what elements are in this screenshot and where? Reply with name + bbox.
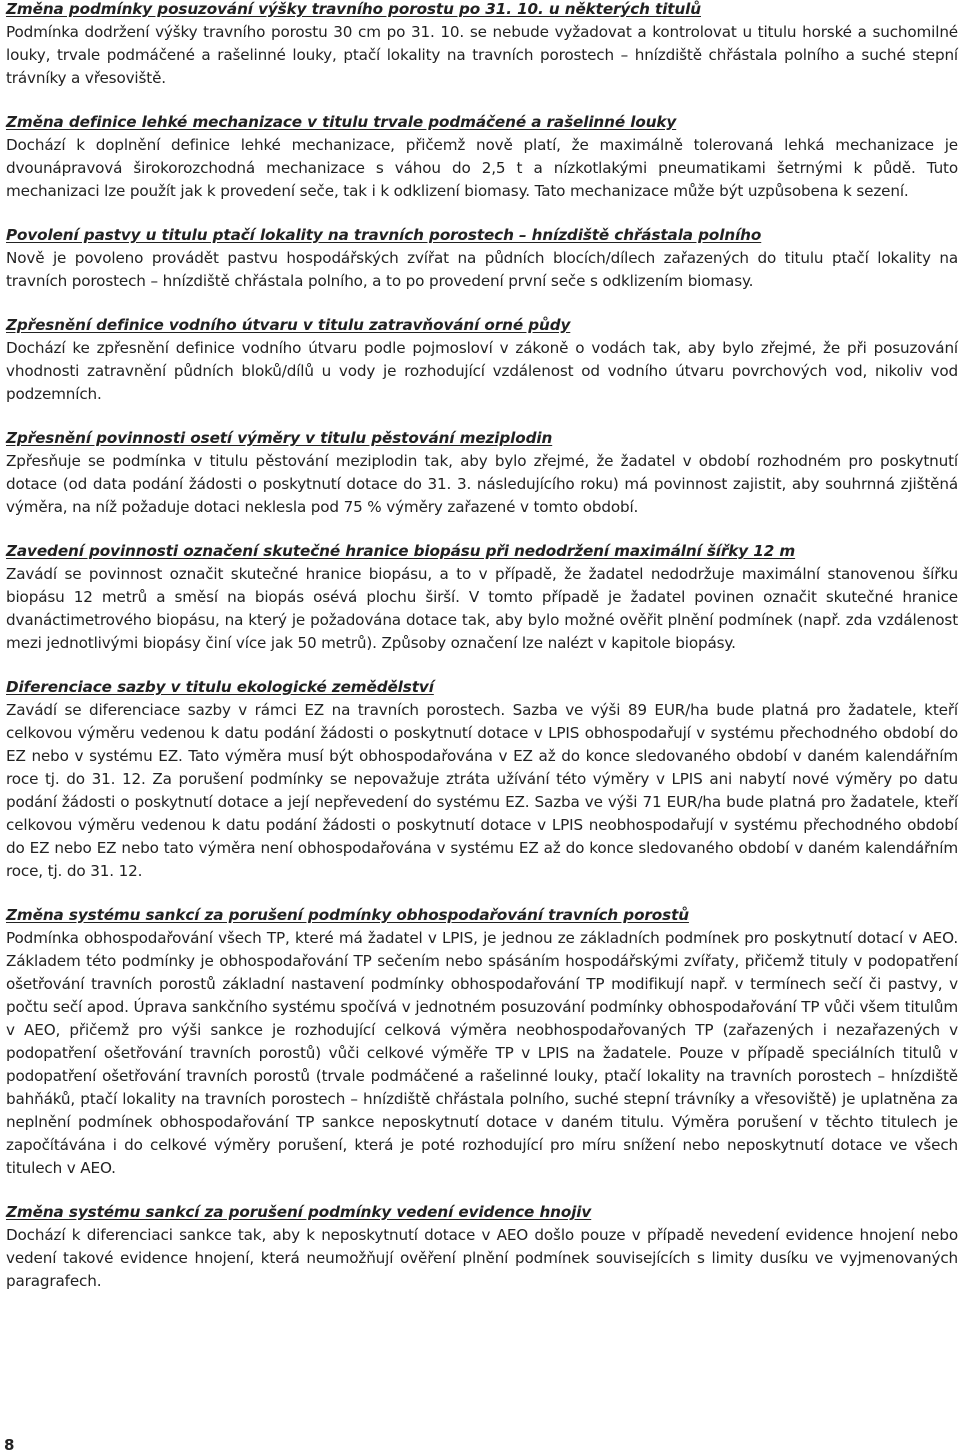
section-body: Podmínka dodržení výšky travního porostu 30 cm po 31. 10. se nebude vyžadovat a kontrolovat u titulu horské a suchomilné louky, trvale podmáčené a rašelinné louky, ptačí lokality na travních porostech – hnízdiště chřástala polního a suché stepní trávníky a vřesoviště. (6, 23, 958, 87)
section-body: Zavádí se diferenciace sazby v rámci EZ na travních porostech. Sazba ve výši 89 EUR/ha bude platná pro žadatele, kteří celkovou výměru vedenou k datu podání žádosti o poskytnutí dotace v LPIS obhospodařují v systému přechodného období do EZ nebo v systému EZ. Tato výměra musí být obhospodařována v EZ až do konce sledovaného období v daném kalendářním roce tj. do 31. 12. Za porušení podmínky se nepovažuje ztráta užívání této výměry v LPIS ani nabytí nové výměry po datu podání žádosti o poskytnutí dotace a její nepřevedení do systému EZ. Sazba ve výši 71 EUR/ha bude platná pro žadatele, kteří celkovou výměru vedenou k datu podání žádosti o poskytnutí dotace v LPIS neobhospodařují v systému přechodného období do EZ nebo EZ nebo tato výměra není obhospodařována v systému EZ až do konce sledovaného období v daném kalendářním roce, tj. do 31. 12. (6, 701, 958, 880)
section-title: Změna systému sankcí za porušení podmínky vedení evidence hnojiv (6, 1203, 592, 1221)
section-title: Diferenciace sazby v titulu ekologické zemědělství (6, 678, 434, 696)
section-catch-crops (6, 427, 958, 519)
section-grazing-permission (6, 224, 958, 293)
section-grassland-sanctions (6, 904, 958, 1180)
section-title: Změna systému sankcí za porušení podmínky obhospodařování travních porostů (6, 906, 689, 924)
section-water-body-definition (6, 314, 958, 406)
section-body: Podmínka obhospodařování všech TP, které má žadatel v LPIS, je jednou ze základních podmínek pro poskytnutí dotací v AEO. Základem této podmínky je obhospodařování TP sečením nebo spásáním hospodářskými zvířaty, přičemž tituly v podopatření ošetřování travních porostů základní nastavení podmínky obhospodařování TP modifikují např. v termínech sečí či pastvy, v počtu sečí apod. Úprava sankčního systému spočívá v jednotném posuzování podmínky obhospodařování TP vůči všem titulům v AEO, přičemž pro výši sankce je rozhodující celková výměra neobhospodařovaných TP (zařazených i nezařazených v podopatření ošetřování travních porostů) vůči celkové výměře TP v LPIS na žadatele. Pouze v případě speciálních titulů v podopatření ošetřování travních porostů (trvale podmáčené a rašelinné louky, ptačí lokality na travních porostech – hnízdiště bahňáků, ptačí lokality na travních porostech – hnízdiště chřástala polního, suché stepní trávníky a vřesoviště) je uplatněna za neplnění podmínek obhospodařování TP sankce neposkytnutí dotace v daném titulu. Výměra porušení v těchto titulech je započítávána i do celkové výměry porušení, která je poté rozhodující pro míru snížení nebo neposkytnutí dotace ve všech titulech v AEO. (6, 929, 958, 1177)
section-height-condition (6, 0, 958, 90)
section-body: Nově je povoleno provádět pastvu hospodářských zvířat na půdních blocích/dílech zařazených do titulu ptačí lokality na travních porostech – hnízdiště chřástala polního, a to po provedení první seče s odklizením biomasy. (6, 249, 958, 290)
section-title: Změna podmínky posuzování výšky travního porostu po 31. 10. u některých titulů (6, 0, 701, 18)
section-light-mechanization (6, 111, 958, 203)
section-body: Zpřesňuje se podmínka v titulu pěstování meziplodin tak, aby bylo zřejmé, že žadatel v období rozhodném pro poskytnutí dotace (od data podání žádosti o poskytnutí dotace do 31. 3. následujícího roku) má povinnost zajistit, aby souhrnná zjištěná výměra, na níž požaduje dotaci neklesla pod 75 % výměry zařazené v tomto období. (6, 452, 958, 516)
section-body: Dochází ke zpřesnění definice vodního útvaru podle pojmosloví v zákoně o vodách tak, aby bylo zřejmé, že při posuzování vhodnosti zatravnění půdních bloků/dílů u vody je rozhodující vzdálenost od vodního útvaru povrchových vod, nikoliv vod podzemních. (6, 339, 958, 403)
section-fertilizer-sanctions (6, 1201, 958, 1293)
section-title: Zavedení povinnosti označení skutečné hranice biopásu při nedodržení maximální šířky 12 m (6, 542, 796, 560)
document-page (6, 0, 958, 1314)
section-title: Povolení pastvy u titulu ptačí lokality na travních porostech – hnízdiště chřástala polního (6, 226, 762, 244)
section-biostrip-boundary (6, 540, 958, 655)
section-body: Dochází k diferenciaci sankce tak, aby k neposkytnutí dotace v AEO došlo pouze v případě nevedení evidence hnojení nebo vedení takové evidence hnojení, která neumožňují ověření plnění podmínek souvisejících s limity dusíku ve vyjmenovaných paragrafech. (6, 1226, 958, 1290)
section-body: Zavádí se povinnost označit skutečné hranice biopásu, a to v případě, že žadatel nedodržuje maximální stanovenou šířku biopásu 12 metrů a směsí na biopás osévá plochu širší. V tomto případě je žadatel povinen označit skutečné hranice dvanáctimetrového biopásu, na který je požadována dotace tak, aby bylo možné ověřit plnění podmínek (např. zda vzdálenost mezi jednotlivými biopásy činí více jak 50 metrů). Způsoby označení lze nalézt v kapitole biopásy. (6, 565, 958, 652)
section-title: Změna definice lehké mechanizace v titulu trvale podmáčené a rašelinné louky (6, 113, 677, 131)
section-organic-rate (6, 676, 958, 883)
section-title: Zpřesnění povinnosti osetí výměry v titulu pěstování meziplodin (6, 429, 553, 447)
section-title: Zpřesnění definice vodního útvaru v titulu zatravňování orné půdy (6, 316, 571, 334)
page-number: 8 (4, 1436, 15, 1454)
section-body: Dochází k doplnění definice lehké mechanizace, přičemž nově platí, že maximálně tolerovaná lehká mechanizace je dvounápravová širokorozchodná mechanizace s váhou do 2,5 t a nízkotlakými pneumatikami šetrnými k půdě. Tuto mechanizaci lze použít jak k provedení seče, tak i k odklizení biomasy. Tato mechanizace může být uzpůsobena k sezení. (6, 136, 958, 200)
